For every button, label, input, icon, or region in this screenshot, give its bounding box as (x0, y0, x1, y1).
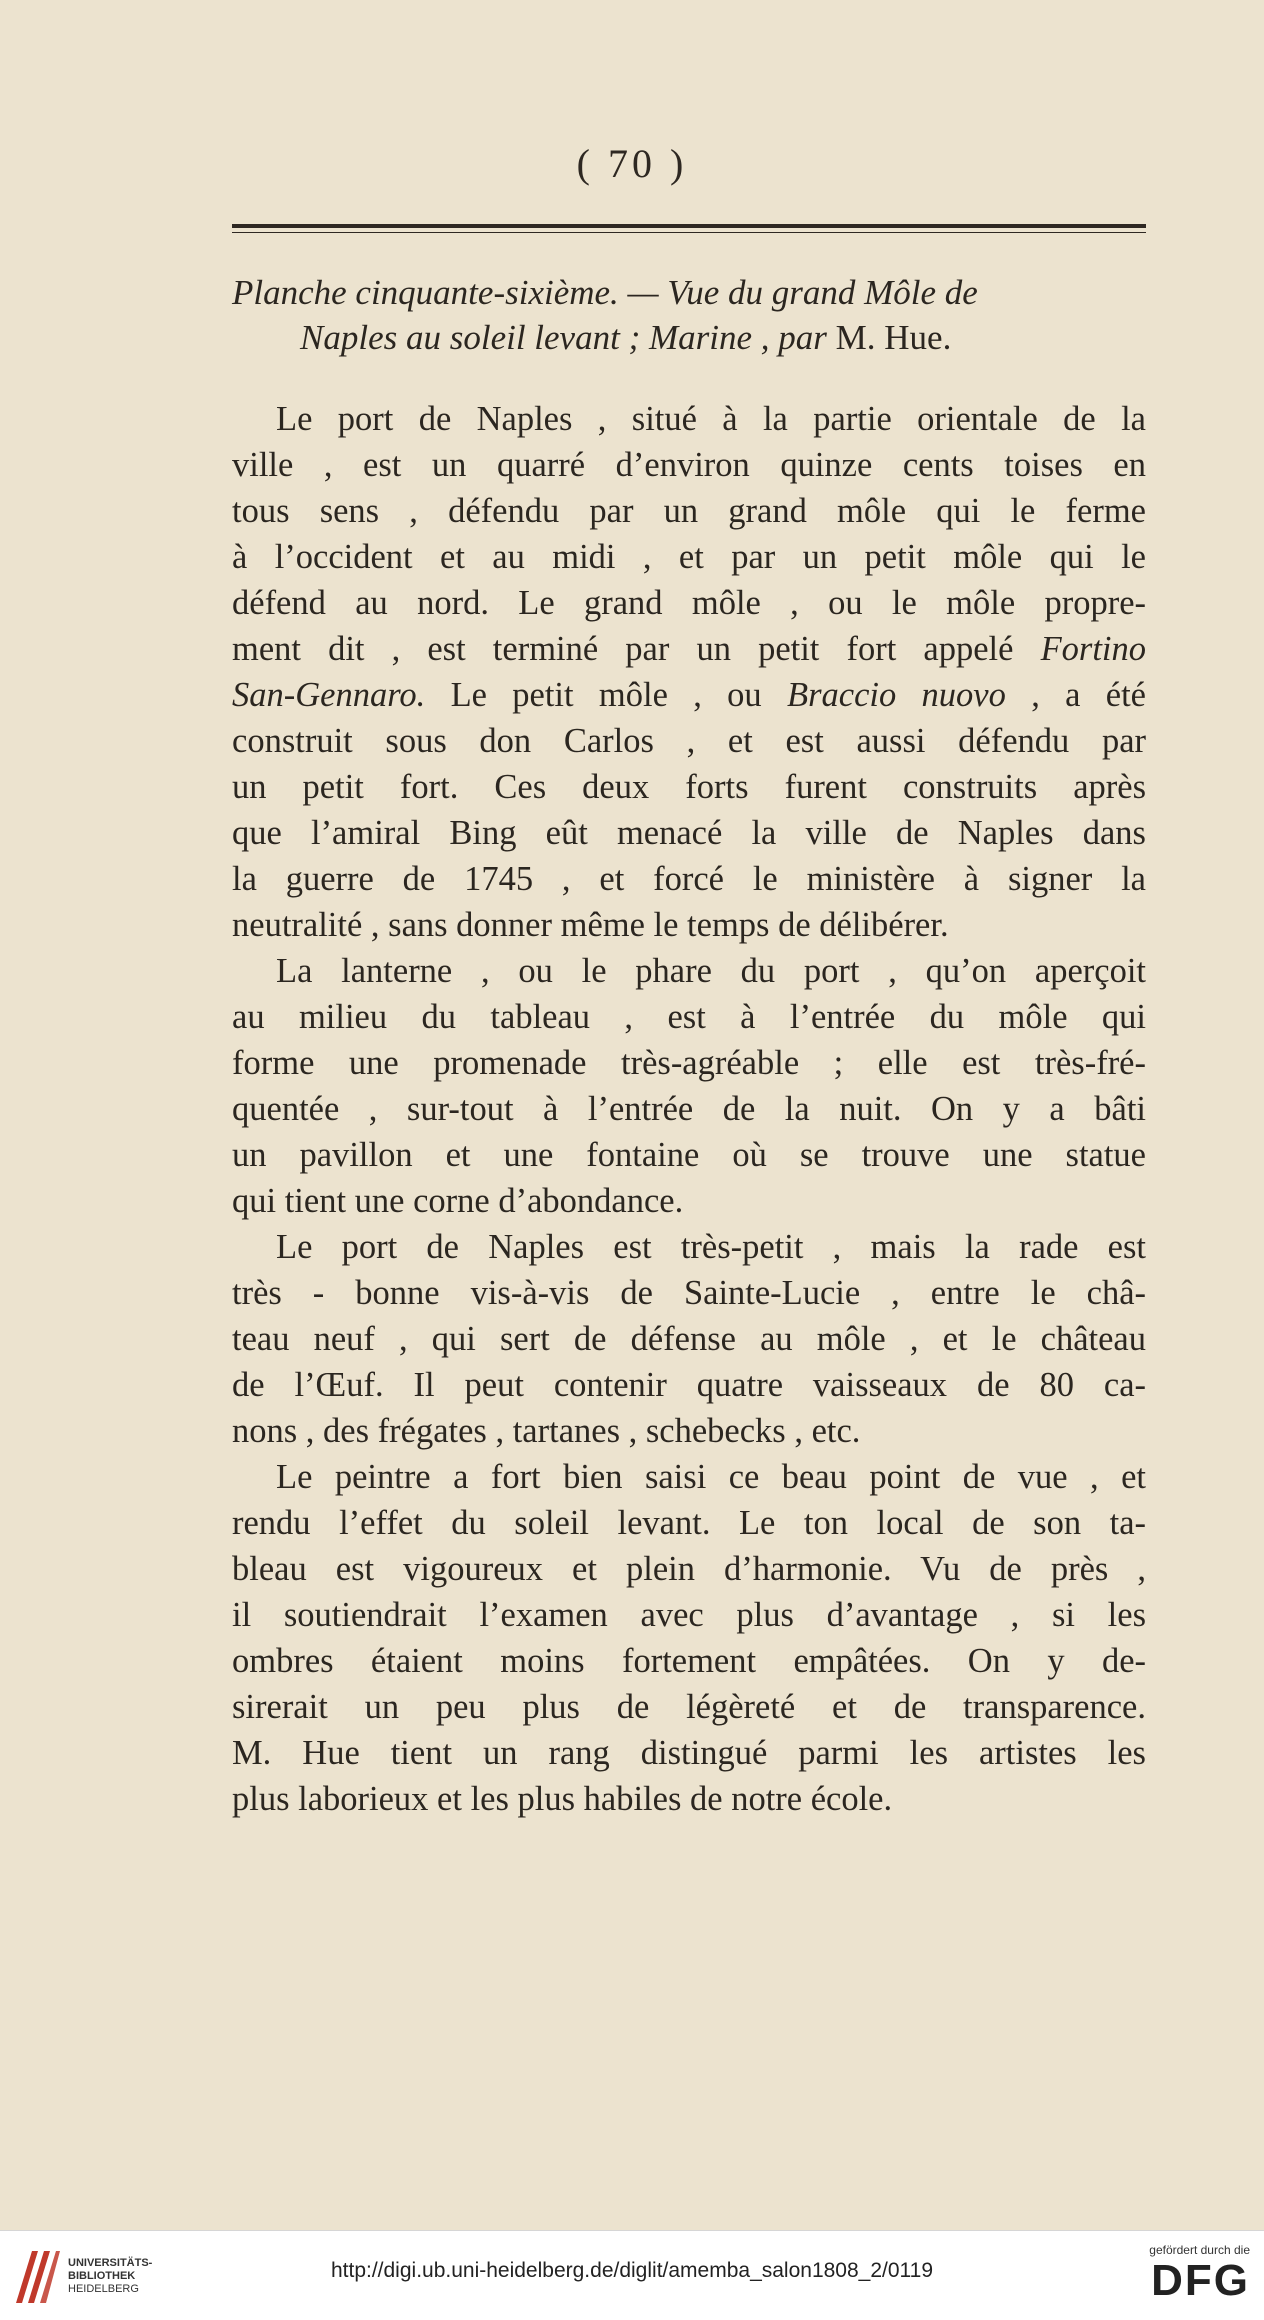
text-line: ville , est un quarré d’environ quinze cents toises en (232, 446, 1146, 484)
text-line: à l’occident et au midi , et par un petit môle qui le (232, 538, 1146, 576)
digitization-footer (0, 2230, 1264, 2320)
heading-author: M. Hue. (835, 318, 952, 357)
funder-logo[interactable] (1120, 2243, 1250, 2305)
header-rule-thick (232, 224, 1146, 228)
text-line: Le port de Naples est très-petit , mais la rade est (276, 1228, 1146, 1266)
plate-heading (232, 270, 1146, 360)
text-line: tous sens , défendu par un grand môle qui le ferme (232, 492, 1146, 530)
text-line: bleau est vigoureux et plein d’harmonie. Vu de près , (232, 1550, 1146, 1588)
page-number: ( 70 ) (576, 141, 688, 186)
text-line: La lanterne , ou le phare du port , qu’on aperçoit (276, 952, 1146, 990)
text-line: sirerait un peu plus de légèreté et de transparence. (232, 1688, 1146, 1726)
text-line: quentée , sur-tout à l’entrée de la nuit. On y a bâti (232, 1090, 1146, 1128)
text-line: qui tient une corne d’abondance. (232, 1182, 684, 1220)
library-name-line-1: UNIVERSITÄTS- (68, 2257, 153, 2269)
text-line: il soutiendrait l’examen avec plus d’avantage , si les (232, 1596, 1146, 1634)
text-fragment: Le petit môle , ou (450, 676, 762, 714)
text-line: au milieu du tableau , est à l’entrée du môle qui (232, 998, 1146, 1036)
text-line: forme une promenade très-agréable ; elle est très-fré- (232, 1044, 1146, 1082)
text-line: construit sous don Carlos , et est aussi défendu par (232, 722, 1146, 760)
funder-caption: gefördert durch die (1149, 2243, 1250, 2257)
text-line: nons , des frégates , tartanes , schebecks , etc. (232, 1412, 861, 1450)
permalink-url[interactable]: http://digi.ub.uni-heidelberg.de/diglit/amemba_salon1808_2/0119 (330, 2259, 934, 2282)
text-line: Le peintre a fort bien saisi ce beau point de vue , et (276, 1458, 1146, 1496)
text-line: Le port de Naples , situé à la partie orientale de la (276, 400, 1146, 438)
dfg-logo-icon: DFG (1151, 2256, 1250, 2305)
heading-line-2-italic: Naples au soleil levant ; Marine , par (300, 318, 827, 357)
library-name-line-3: HEIDELBERG (68, 2283, 139, 2295)
italic-fragment: Fortino (1040, 630, 1147, 668)
text-line: défend au nord. Le grand môle , ou le môle propre- (232, 584, 1146, 622)
text-line (232, 626, 1146, 672)
text-line: ombres étaient moins fortement empâtées. On y de- (232, 1642, 1146, 1680)
header-rule-thin (232, 232, 1146, 233)
text-line: M. Hue tient un rang distingué parmi les artistes les (232, 1734, 1146, 1772)
heading-line-1: Planche cinquante-sixième. — Vue du grand Môle de (232, 273, 978, 312)
body-text (232, 396, 1146, 1822)
text-line: la guerre de 1745 , et forcé le ministère à signer la (232, 860, 1146, 898)
text-line: un petit fort. Ces deux forts furent construits après (232, 768, 1146, 806)
text-line: plus laborieux et les plus habiles de notre école. (232, 1780, 893, 1818)
text-line: un pavillon et une fontaine où se trouve une statue (232, 1136, 1146, 1174)
text-line: de l’Œuf. Il peut contenir quatre vaisseaux de 80 ca- (232, 1366, 1146, 1404)
text-line (232, 672, 1146, 718)
text-line: que l’amiral Bing eût menacé la ville de Naples dans (232, 814, 1146, 852)
italic-fragment: San-Gennaro. (232, 676, 426, 714)
text-line: très - bonne vis-à-vis de Sainte-Lucie , entre le châ- (232, 1274, 1146, 1312)
italic-fragment: Braccio nuovo (787, 676, 1006, 714)
text-fragment: , a été (1031, 676, 1146, 714)
text-line: neutralité , sans donner même le temps de délibérer. (232, 906, 949, 944)
text-line: teau neuf , qui sert de défense au môle , et le château (232, 1320, 1146, 1358)
heading-line-2 (232, 315, 1146, 360)
library-name-line-2: BIBLIOTHEK (68, 2270, 136, 2282)
text-fragment: ment dit , est terminé par un petit fort appelé (232, 630, 1014, 668)
text-line: rendu l’effet du soleil levant. Le ton local de son ta- (232, 1504, 1146, 1542)
